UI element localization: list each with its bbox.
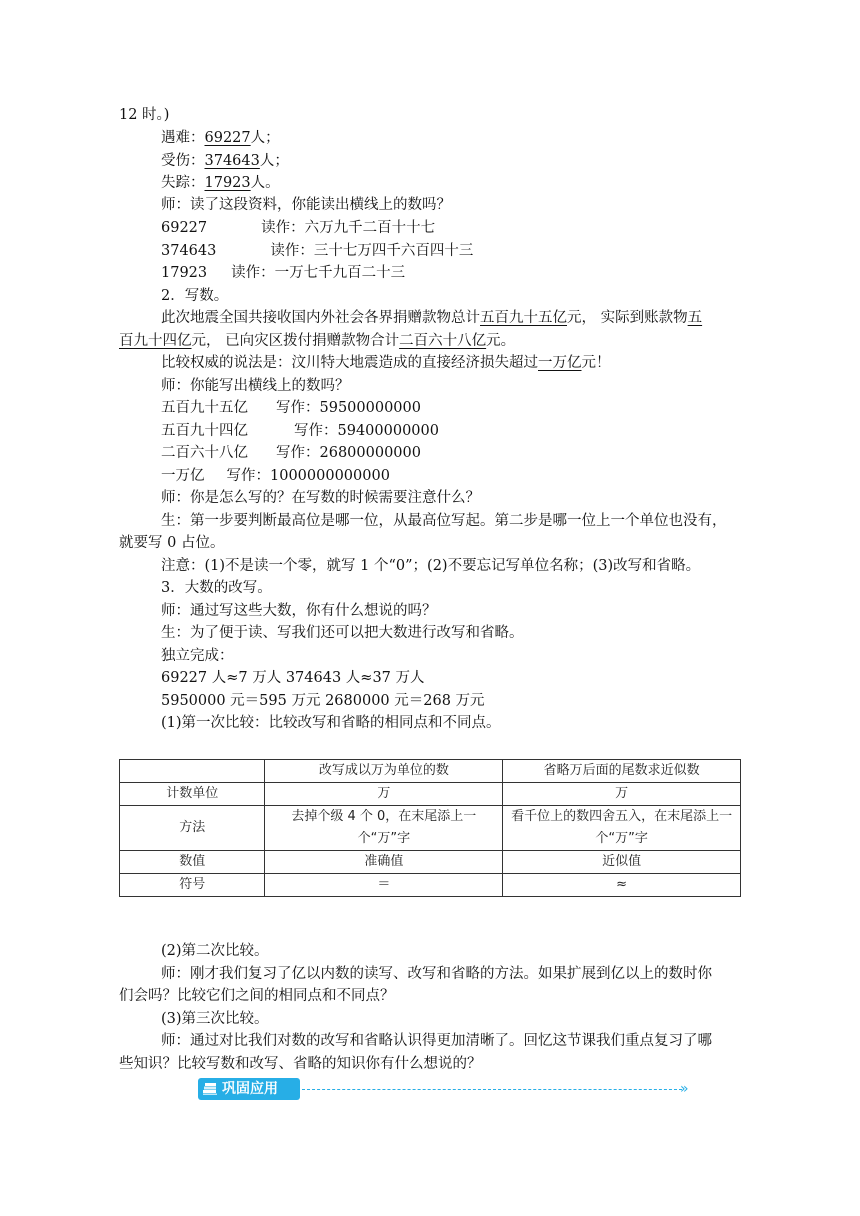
text-line [161, 420, 439, 442]
reading-text: 读作：三十七万四千六百四十三 [270, 243, 474, 259]
table-cell: ＝ [265, 874, 503, 897]
table-cell: 数值 [120, 851, 265, 874]
table-cell: 万 [265, 783, 503, 806]
written-text: 写作：59400000000 [294, 423, 439, 439]
number-text: 69227 [161, 220, 208, 236]
text-line [161, 262, 405, 284]
number-text: 17923 [161, 265, 208, 281]
banner-label: 巩固应用 [222, 1081, 278, 1097]
banner-dashed-line [302, 1089, 682, 1090]
table-cell: 近似值 [503, 851, 741, 874]
underlined-number: 17923 [204, 175, 251, 191]
body-text: 元。 [486, 333, 516, 349]
body-text: 比较权威的说法是：汶川特大地震造成的直接经济损失超过 [161, 355, 538, 371]
body-text: 此次地震全国共接收国内外社会各界捐赠款物总计 [161, 310, 480, 326]
text-line: (2)第二次比较。 [161, 943, 269, 959]
text-line [161, 397, 421, 419]
number-text: 二百六十八亿 [161, 445, 248, 461]
table-cell: 方法 [120, 806, 265, 851]
text-line [161, 150, 289, 172]
underlined-number: 百九十四亿 [119, 333, 192, 349]
table-cell: 看千位上的数四舍五入，在末尾添上一个“万”字 [503, 806, 741, 851]
written-text: 写作：59500000000 [276, 400, 421, 416]
unit-text: 人； [250, 130, 280, 146]
text-line: 师：刚才我们复习了亿以内数的读写、改写和省略的方法。如果扩展到亿以上的数时你 [161, 966, 712, 982]
reading-text: 读作：六万九千二百十十七 [261, 220, 436, 236]
comparison-table [119, 759, 741, 897]
text-line [161, 352, 611, 374]
text-line: 生：为了便于读、写我们还可以把大数进行改写和省略。 [161, 625, 524, 641]
text-line: 69227 人≈7 万人 374643 人≈37 万人 [161, 670, 425, 686]
text-line [161, 465, 390, 487]
body-text: 元， 实际到账款物 [567, 310, 688, 326]
table-header-row [120, 760, 741, 783]
unit-text: 人； [259, 153, 289, 169]
text-line: 12 时。) [119, 107, 170, 123]
table-header-cell [120, 760, 265, 783]
written-text: 写作：26800000000 [276, 445, 421, 461]
table-cell: 符号 [120, 874, 265, 897]
underlined-number: 五 [687, 310, 703, 326]
section-heading: 3．大数的改写。 [161, 580, 272, 596]
text-line: 师：读了这段资料，你能读出横线上的数吗？ [161, 197, 451, 213]
reading-text: 读作：一万七千九百二十三 [231, 265, 406, 281]
table-row [120, 806, 741, 851]
text-line: 师：你是怎么写的？在写数的时候需要注意什么？ [161, 490, 480, 506]
number-text: 374643 [161, 243, 217, 259]
underlined-number: 二百六十八亿 [399, 333, 487, 349]
text-line: 师：通过对比我们对数的改写和省略认识得更加清晰了。回忆这节课我们重点复习了哪 [161, 1033, 712, 1049]
text-line [119, 330, 515, 352]
underlined-number: 一万亿 [538, 355, 582, 371]
text-line [161, 172, 280, 194]
table-cell: 计数单位 [120, 783, 265, 806]
text-line: 注意：(1)不是读一个零，就写 1 个“0”；(2)不要忘记写单位名称；(3)改写和省略。 [161, 558, 701, 574]
text-line: 师：你能写出横线上的数吗？ [161, 378, 350, 394]
text-line [161, 217, 435, 239]
body-text: 元， 已向灾区拨付捐赠款物合计 [191, 333, 400, 349]
table-cell: 准确值 [265, 851, 503, 874]
table-row [120, 783, 741, 806]
table-cell: 万 [503, 783, 741, 806]
label-text: 遇难： [161, 130, 205, 146]
section-heading: 2．写数。 [161, 288, 229, 304]
table-header-cell: 省略万后面的尾数求近似数 [503, 760, 741, 783]
text-line [161, 442, 421, 464]
text-line [161, 240, 473, 262]
text-line: 们会吗？比较它们之间的相同点和不同点？ [119, 988, 395, 1004]
text-line [161, 307, 702, 329]
unit-text: 人。 [250, 175, 280, 191]
book-stack-icon [202, 1081, 218, 1097]
underlined-number: 374643 [204, 153, 260, 169]
underlined-number: 五百九十五亿 [480, 310, 567, 326]
label-text: 受伤： [161, 153, 205, 169]
text-line: 独立完成： [161, 648, 234, 664]
text-line: 师：通过写这些大数，你有什么想说的吗？ [161, 603, 437, 619]
text-line: (3)第三次比较。 [161, 1011, 269, 1027]
text-line: 些知识？比较写数和改写、省略的知识你有什么想说的？ [119, 1056, 482, 1072]
table-row [120, 874, 741, 897]
number-text: 五百九十四亿 [161, 423, 248, 439]
table-header-cell: 改写成以万为单位的数 [265, 760, 503, 783]
text-line: (1)第一次比较：比较改写和省略的相同点和不同点。 [161, 715, 501, 731]
underlined-number: 69227 [204, 130, 251, 146]
table-row [120, 851, 741, 874]
text-line: 5950000 元＝595 万元 2680000 元＝268 万元 [161, 693, 485, 709]
text-line: 生：第一步要判断最高位是哪一位，从最高位写起。第二步是哪一位上一个单位也没有， [161, 513, 727, 529]
table-cell: ≈ [503, 874, 741, 897]
text-line: 就要写 0 占位。 [119, 535, 225, 551]
banner-badge [198, 1078, 300, 1100]
written-text: 写作：1000000000000 [226, 468, 390, 484]
text-line [161, 127, 280, 149]
body-text: 元！ [581, 355, 611, 371]
number-text: 五百九十五亿 [161, 400, 248, 416]
table-cell: 去掉个级 4 个 0，在末尾添上一个“万”字 [265, 806, 503, 851]
label-text: 失踪： [161, 175, 205, 191]
number-text: 一万亿 [161, 468, 205, 484]
double-chevron-right-icon: » [680, 1081, 689, 1097]
